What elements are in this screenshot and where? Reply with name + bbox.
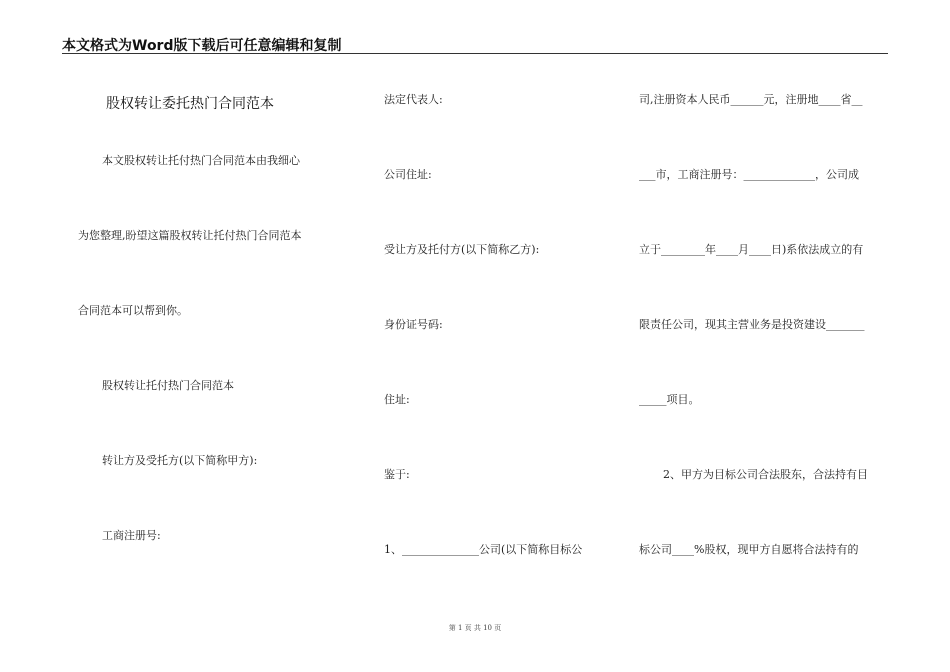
col2-line: 法定代表人: xyxy=(384,93,443,106)
col2-line: 受让方及托付方(以下简称乙方): xyxy=(384,243,540,256)
col3-line: 立于________年____月____日)系依法成立的有 xyxy=(639,243,864,256)
col2-line: 鉴于: xyxy=(384,468,410,481)
document-title: 股权转让委托热门合同范本 xyxy=(106,96,274,112)
col3-line: 司,注册资本人民币______元，注册地____省__ xyxy=(639,93,863,106)
col3-line: _____项目。 xyxy=(639,393,700,406)
col3-line: ___市，工商注册号：_____________，公司成 xyxy=(639,168,859,181)
col2-line: 1、______________公司(以下简称目标公 xyxy=(384,543,583,556)
col2-line: 公司住址: xyxy=(384,168,432,181)
col1-line: 合同范本可以帮到你。 xyxy=(78,304,188,317)
col2-line: 住址: xyxy=(384,393,410,406)
col1-line: 转让方及受托方(以下简称甲方): xyxy=(102,454,258,467)
col1-line: 为您整理,盼望这篇股权转让托付热门合同范本 xyxy=(78,229,302,242)
col2-line: 身份证号码: xyxy=(384,318,443,331)
col1-line: 本文股权转让托付热门合同范本由我细心 xyxy=(102,154,300,167)
col1-line: 股权转让托付热门合同范本 xyxy=(102,379,234,392)
col1-line: 工商注册号: xyxy=(102,529,161,542)
col3-line: 标公司____%股权，现甲方自愿将合法持有的 xyxy=(639,543,859,556)
page-header xyxy=(62,35,888,54)
col3-line: 限责任公司，现其主营业务是投资建设_______ xyxy=(639,318,865,331)
page-footer: 第 1 页 共 10 页 xyxy=(448,624,502,632)
header-title: 本文格式为Word版下载后可任意编辑和复制 xyxy=(62,38,342,54)
col3-line: 2、甲方为目标公司合法股东，合法持有目 xyxy=(663,468,868,481)
